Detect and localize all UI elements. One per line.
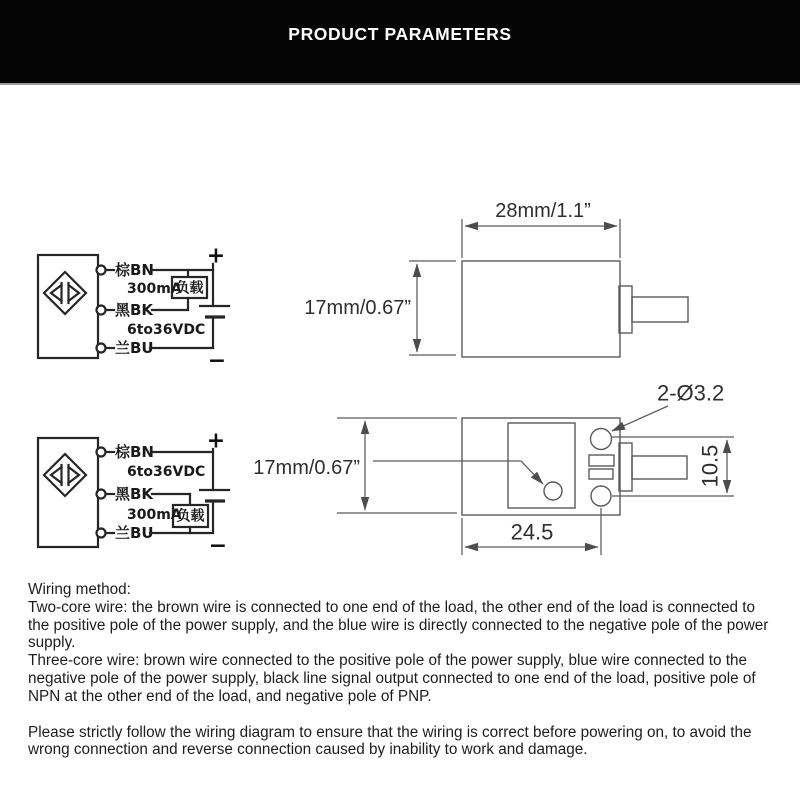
wiring-method-text <box>28 581 776 759</box>
wire-label-blue: 兰BU <box>115 524 154 542</box>
proximity-sensor-icon <box>44 272 86 314</box>
wire-label-brown: 棕BN <box>115 443 154 461</box>
mounting-hole-bottom <box>591 486 611 506</box>
terminal-dot <box>97 306 106 315</box>
sensor-body-outline <box>38 255 98 358</box>
terminal-dot <box>97 266 106 275</box>
proximity-sensor-icon <box>44 454 86 496</box>
terminal-dot <box>97 344 106 353</box>
cable-gland <box>619 443 632 491</box>
hole-spacing-label: 10.5 <box>697 444 723 488</box>
wiring-diagram-two-core <box>38 244 230 374</box>
cable-gland <box>619 286 632 333</box>
slot <box>589 455 614 466</box>
terminal-dot <box>97 448 106 457</box>
wire-label-black: 黑BK <box>115 485 154 503</box>
leader-line <box>373 461 543 484</box>
page-title: PRODUCT PARAMETERS <box>288 24 512 44</box>
mounting-holes-label: 2-Ø3.2 <box>657 380 725 406</box>
battery-icon <box>199 306 230 317</box>
wire-label-brown: 棕BN <box>115 261 154 279</box>
load-label: 负载 <box>175 280 204 297</box>
dimension-drawing-top-view <box>253 381 734 556</box>
width-dimension-label: 28mm/1.1” <box>495 200 591 222</box>
slot <box>589 469 613 479</box>
terminal-dot <box>97 529 106 538</box>
minus-symbol: − <box>207 348 227 374</box>
mounting-hole-top <box>591 429 612 450</box>
battery-icon <box>199 490 230 501</box>
sensor-side-outline <box>462 261 620 357</box>
wiring-method-title: Wiring method: <box>28 581 131 598</box>
dimension-drawing-side-view <box>304 200 688 357</box>
current-rating-label: 300mA <box>127 507 182 523</box>
terminal-dot <box>97 490 106 499</box>
load-label: 负载 <box>176 508 205 525</box>
indicator-led <box>544 482 562 500</box>
plus-symbol: + <box>206 243 226 269</box>
wire-label-blue: 兰BU <box>115 339 154 357</box>
cable <box>632 456 687 479</box>
minus-symbol: − <box>208 533 228 559</box>
warning-note: Please strictly follow the wiring diagram to ensure that the wiring is correct before powering on, to avoid the wrong connection and reverse connection caused by inability to work and damage. <box>28 723 752 759</box>
three-core-description: Three-core wire: brown wire connected to the positive pole of the power supply, blue wire connected to the negative pole of the power supply, black line signal output connected to one end of the load, positive pole of NPN at the other end of the load, and negative pole of PNP. <box>28 652 756 705</box>
height-dimension-label: 17mm/0.67” <box>304 297 411 319</box>
cable <box>632 297 688 322</box>
plus-symbol: + <box>206 428 226 454</box>
sensing-face <box>508 423 575 508</box>
wire-label-black: 黑BK <box>115 301 154 319</box>
wiring-diagram-three-core <box>38 429 230 559</box>
voltage-range-label: 6to36VDC <box>127 322 206 338</box>
height-dimension-label: 17mm/0.67” <box>253 457 360 479</box>
voltage-range-label: 6to36VDC <box>127 464 206 480</box>
current-rating-label: 300mA <box>127 281 182 297</box>
body-length-label: 24.5 <box>510 519 554 545</box>
two-core-description: Two-core wire: the brown wire is connected to one end of the load, the other end of the load is connected to the positive pole of the power supply, and the blue wire is directly connected to the negative pole of the power supply. <box>28 598 769 652</box>
